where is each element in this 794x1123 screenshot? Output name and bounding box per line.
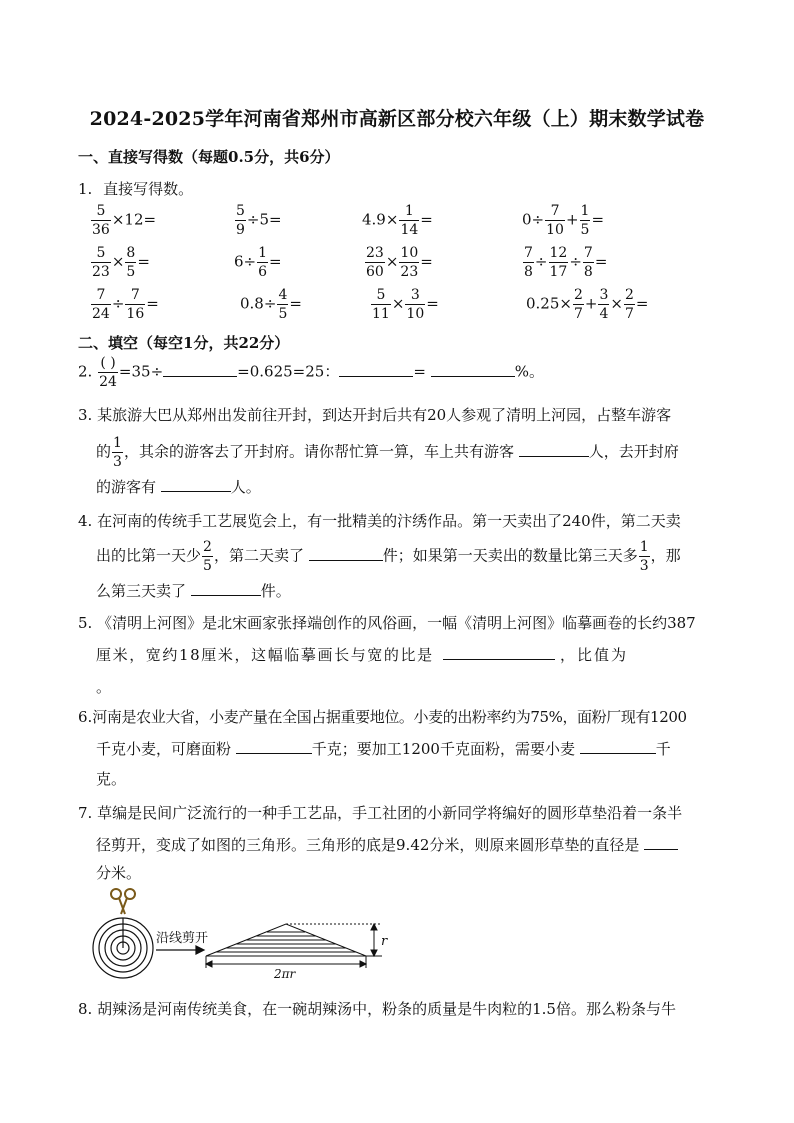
calc-r1-b: $\frac{5}{9}$ ÷5= [236,203,282,238]
q4-line-2: 出的比第一天少 $\frac{2}{5}$ ，第二天卖了 件；如果第一天卖出的数量比第三天多 $\frac{1}{3}$ ，那 [96,539,681,574]
section2-header: 二、填空（每空1分，共22分） [78,334,290,352]
q4-blank-1[interactable] [309,546,383,561]
q3-line-1: 3. 某旅游大巴从郑州出发前往开封，到达开封后共有20人参观了清明上河园，占整车游客 [78,406,672,424]
calc-r2-d: $\frac{7}{8}$ ÷ $\frac{12}{17}$ ÷ $\frac{7}{8}$ = [524,245,608,280]
arrow-icon [156,946,204,954]
q2-line: 2. $\frac{( )}{24}$ =35÷ =0.625=25： = %。 [78,355,544,390]
q6-line-1: 6.河南是农业大省，小麦产量在全国占据重要地位。小麦的出粉率约为75%，面粉厂现有1200 [78,708,687,726]
q7-line-2: 径剪开，变成了如图的三角形。三角形的底是9.42分米，则原来圆形草垫的直径是 [96,834,678,855]
q6-line-2: 千克小麦，可磨面粉 千克；要加工1200千克面粉，需要小麦 千 [96,740,671,758]
q2-blank-3[interactable] [431,362,515,377]
section1-header: 一、直接写得数（每题0.5分，共6分） [78,148,340,166]
q5-line-1: 5. 《清明上河图》是北宋画家张择端创作的风俗画，一幅《清明上河图》临摹画卷的长约387 [78,614,696,632]
q1-line [78,178,193,199]
q4-blank-2[interactable] [191,581,261,596]
q5-blank-1[interactable] [443,645,555,660]
round-mat-circle [93,918,153,978]
q6-line-3: 克。 [96,770,127,788]
q3-line-2: 的 $\frac{1}{3}$ ，其余的游客去了开封府。请你帮忙算一算，车上共有游客 人，去开封府 [96,435,679,470]
exam-title: 2024-2025学年河南省郑州市高新区部分校六年级（上）期末数学试卷 [89,108,705,130]
calc-r3-a: $\frac{7}{24}$ ÷ $\frac{7}{16}$ = [92,287,159,322]
q2-fraction: $\frac{( )}{24}$ [99,355,117,390]
cut-label: 沿线剪开 [156,931,209,946]
q6-blank-1[interactable] [236,739,312,754]
q1-number: 1. [78,180,93,198]
calc-r2-c: $\frac{23}{60}$ × $\frac{10}{23}$ = [366,245,433,280]
scissors-icon [111,889,135,914]
calc-r3-c: $\frac{5}{11}$ × $\frac{3}{10}$ = [372,287,439,322]
q3-line-3: 的游客有 人。 [96,478,261,496]
q3-blank-2[interactable] [161,477,231,492]
q6-blank-2[interactable] [580,739,656,754]
base-label: 2πr [274,967,296,981]
q4-line-3: 么第三天卖了 件。 [96,582,291,600]
radius-label: r [381,934,388,949]
fraction: $\frac{5}{36}$ [92,203,110,238]
calc-r1-a: $\frac{5}{36}$ ×12= [92,203,157,238]
q5-line-2: 厘米，宽约18厘米，这幅临摹画长与宽的比是 ，比值为 [96,646,629,664]
calc-r2-b: 6÷ $\frac{1}{6}$ = [234,245,282,280]
q5-line-3: 。 [96,678,112,696]
calc-r3-d: 0.25× $\frac{2}{7}$ + $\frac{3}{4}$ × $\frac{2}{7}$ = [526,287,649,322]
calc-r1-d: 0÷ $\frac{7}{10}$ + $\frac{1}{5}$ = [522,203,605,238]
q2-blank-2[interactable] [339,362,413,377]
q7-line-3: 分米。 [96,864,142,882]
triangle-shape [206,924,366,956]
q7-line-1: 7. 草编是民间广泛流行的一种手工艺品，手工社团的小新同学将编好的圆形草垫沿着一条半 [78,804,683,822]
q4-line-1: 4. 在河南的传统手工艺展览会上，有一批精美的汴绣作品。第一天卖出了240件，第二天卖 [78,512,681,530]
calc-r2-a: $\frac{5}{23}$ × $\frac{8}{5}$ = [92,245,150,280]
q7-figure [84,884,394,984]
q1-text: 直接写得数。 [103,180,194,198]
calc-r1-c: 4.9× $\frac{1}{14}$ = [362,203,433,238]
q7-blank-1[interactable] [644,835,678,850]
q3-blank-1[interactable] [519,442,589,457]
calc-r3-b: 0.8÷ $\frac{4}{5}$ = [240,287,302,322]
q2-blank-1[interactable] [163,362,237,377]
q8-line-1: 8. 胡辣汤是河南传统美食，在一碗胡辣汤中，粉条的质量是牛肉粒的1.5倍。那么粉条与牛 [78,1000,676,1018]
